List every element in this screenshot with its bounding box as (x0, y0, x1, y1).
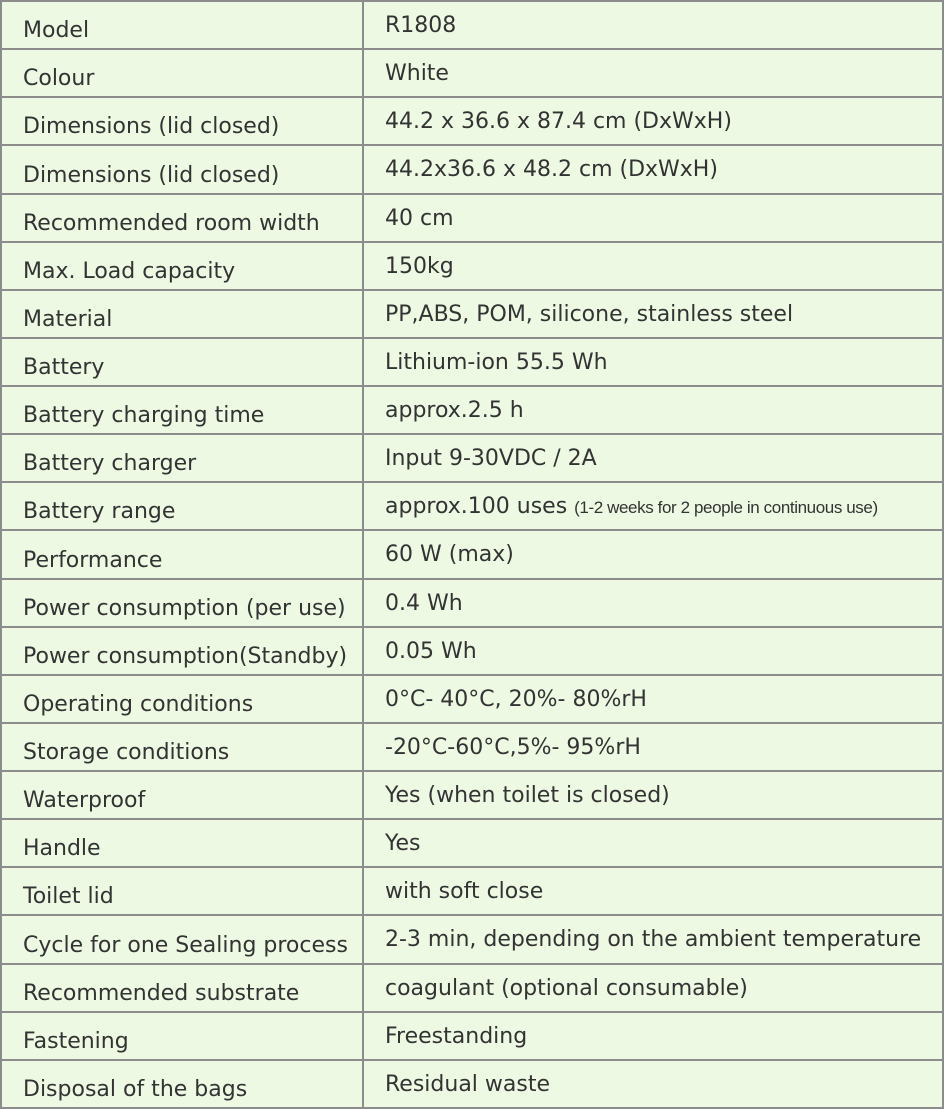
spec-value: coagulant (optional consumable) (363, 964, 943, 1012)
spec-label: Handle (1, 819, 363, 867)
spec-value: Yes (363, 819, 943, 867)
spec-label: Cycle for one Sealing process (1, 915, 363, 963)
table-row (1, 1012, 943, 1060)
table-row (1, 338, 943, 386)
spec-label: Material (1, 290, 363, 338)
spec-label: Battery range (1, 482, 363, 530)
table-row (1, 242, 943, 290)
spec-value: 44.2 x 36.6 x 87.4 cm (DxWxH) (363, 97, 943, 145)
spec-value: Input 9-30VDC / 2A (363, 434, 943, 482)
spec-label: Dimensions (lid closed) (1, 97, 363, 145)
spec-value: R1808 (363, 1, 943, 49)
spec-label: Colour (1, 49, 363, 97)
spec-value: 150kg (363, 242, 943, 290)
spec-value: 0°C- 40°C, 20%- 80%rH (363, 675, 943, 723)
spec-label: Battery charging time (1, 386, 363, 434)
table-row (1, 964, 943, 1012)
table-row (1, 386, 943, 434)
spec-label: Power consumption (per use) (1, 579, 363, 627)
spec-label: Toilet lid (1, 867, 363, 915)
table-row (1, 1060, 943, 1108)
table-row (1, 194, 943, 242)
spec-label: Battery (1, 338, 363, 386)
spec-label: Power consumption(Standby) (1, 627, 363, 675)
table-row (1, 434, 943, 482)
spec-value: approx.2.5 h (363, 386, 943, 434)
table-row (1, 723, 943, 771)
spec-label: Disposal of the bags (1, 1060, 363, 1108)
table-row (1, 97, 943, 145)
spec-value: Yes (when toilet is closed) (363, 771, 943, 819)
spec-value: approx.100 uses (385, 494, 568, 520)
table-row (1, 627, 943, 675)
table-row (1, 675, 943, 723)
spec-value: Freestanding (363, 1012, 943, 1060)
spec-label: Dimensions (lid closed) (1, 145, 363, 193)
table-row (1, 145, 943, 193)
table-row (1, 530, 943, 578)
spec-label: Battery charger (1, 434, 363, 482)
spec-value: 60 W (max) (363, 530, 943, 578)
spec-value: PP,ABS, POM, silicone, stainless steel (363, 290, 943, 338)
spec-label: Max. Load capacity (1, 242, 363, 290)
table-row (1, 482, 943, 530)
spec-label: Operating conditions (1, 675, 363, 723)
spec-value: 2-3 min, depending on the ambient temperature (363, 915, 943, 963)
spec-value-note: (1-2 weeks for 2 people in continuous use) (574, 498, 878, 518)
table-row (1, 819, 943, 867)
table-row (1, 49, 943, 97)
spec-label: Model (1, 1, 363, 49)
spec-value: 40 cm (363, 194, 943, 242)
spec-label: Storage conditions (1, 723, 363, 771)
table-row (1, 771, 943, 819)
spec-label: Recommended room width (1, 194, 363, 242)
spec-value: Residual waste (363, 1060, 943, 1108)
table-row (1, 867, 943, 915)
spec-value: 0.4 Wh (363, 579, 943, 627)
table-row (1, 915, 943, 963)
spec-label: Recommended substrate (1, 964, 363, 1012)
table-row (1, 290, 943, 338)
spec-value: with soft close (363, 867, 943, 915)
spec-label: Performance (1, 530, 363, 578)
spec-value: 44.2x36.6 x 48.2 cm (DxWxH) (363, 145, 943, 193)
spec-label: Waterproof (1, 771, 363, 819)
table-row (1, 1, 943, 49)
spec-value: Lithium-ion 55.5 Wh (363, 338, 943, 386)
spec-value-cell (363, 482, 943, 530)
spec-value: 0.05 Wh (363, 627, 943, 675)
spec-label: Fastening (1, 1012, 363, 1060)
table-row (1, 579, 943, 627)
spec-value: White (363, 49, 943, 97)
spec-value: -20°C-60°C,5%- 95%rH (363, 723, 943, 771)
